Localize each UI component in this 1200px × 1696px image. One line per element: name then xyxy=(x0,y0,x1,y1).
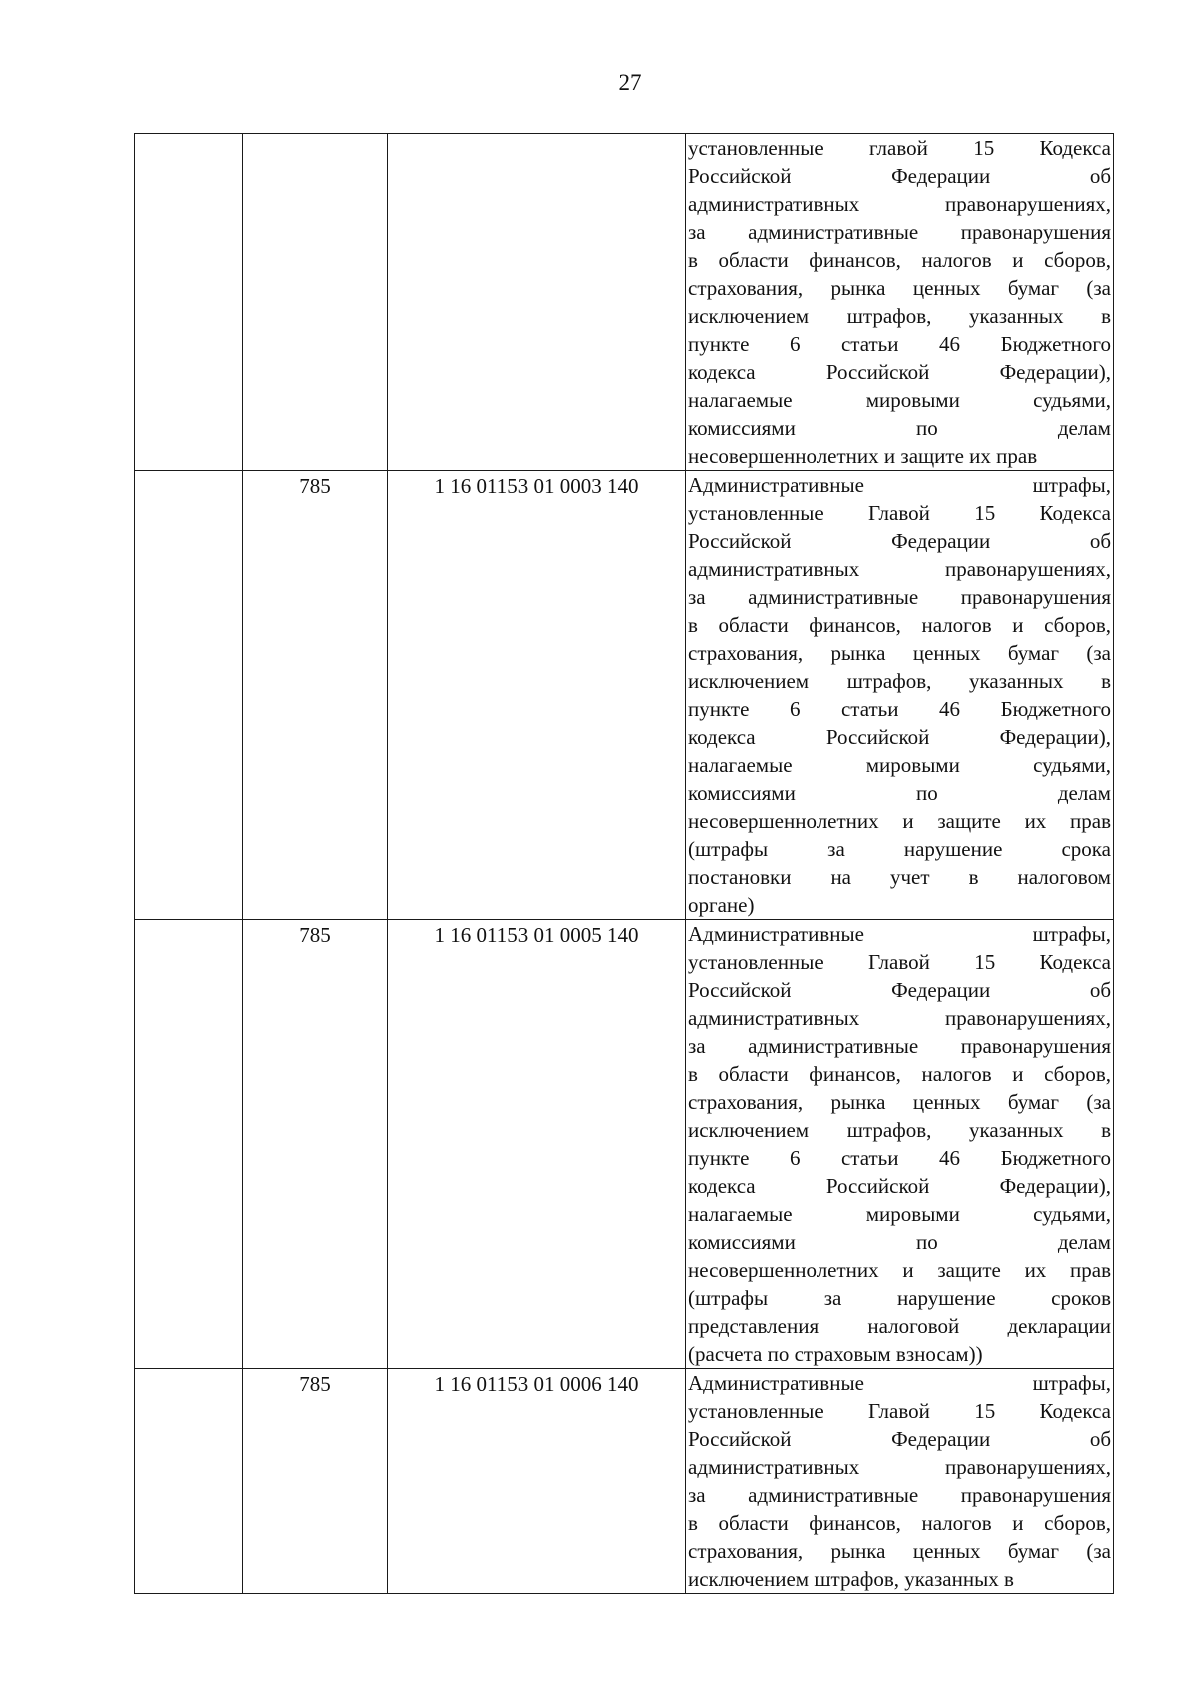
description-line: Административные штрафы, xyxy=(688,473,1111,497)
table-body xyxy=(135,134,1114,1594)
description-line: Российской Федерации об xyxy=(688,978,1111,1002)
table-row xyxy=(135,134,1114,471)
description-cell xyxy=(686,471,1114,920)
admin-code-cell xyxy=(243,134,388,471)
description-line: за административные правонарушения xyxy=(688,1483,1111,1507)
description-line: страхования, рынка ценных бумаг (за xyxy=(688,641,1111,665)
description-line: в области финансов, налогов и сборов, xyxy=(688,248,1111,272)
admin-code-cell: 785 xyxy=(243,1369,388,1594)
description-line: Административные штрафы, xyxy=(688,1371,1111,1395)
description-line: пункте 6 статьи 46 Бюджетного xyxy=(688,1146,1111,1170)
description-line: представления налоговой декларации xyxy=(688,1314,1111,1338)
empty-cell xyxy=(135,134,243,471)
description-cell xyxy=(686,920,1114,1369)
empty-cell xyxy=(135,471,243,920)
description-line: в области финансов, налогов и сборов, xyxy=(688,1062,1111,1086)
description-line: установленные главой 15 Кодекса xyxy=(688,136,1111,160)
description-line: пункте 6 статьи 46 Бюджетного xyxy=(688,697,1111,721)
budget-codes-table xyxy=(134,133,1114,1594)
description-line: кодекса Российской Федерации), xyxy=(688,725,1111,749)
description-line: органе) xyxy=(688,893,755,917)
description-cell xyxy=(686,134,1114,471)
description-line: установленные Главой 15 Кодекса xyxy=(688,950,1111,974)
description-line: комиссиями по делам xyxy=(688,1230,1111,1254)
description-line: кодекса Российской Федерации), xyxy=(688,1174,1111,1198)
description-line: страхования, рынка ценных бумаг (за xyxy=(688,276,1111,300)
description-line: (штрафы за нарушение сроков xyxy=(688,1286,1111,1310)
description-line: несовершеннолетних и защите их прав xyxy=(688,1258,1111,1282)
description-line: исключением штрафов, указанных в xyxy=(688,1567,1014,1591)
description-line: Административные штрафы, xyxy=(688,922,1111,946)
description-line: административных правонарушениях, xyxy=(688,192,1111,216)
description-line: Российской Федерации об xyxy=(688,529,1111,553)
description-line: Российской Федерации об xyxy=(688,1427,1111,1451)
empty-cell xyxy=(135,1369,243,1594)
description-line: административных правонарушениях, xyxy=(688,557,1111,581)
admin-code-cell: 785 xyxy=(243,920,388,1369)
description-line: административных правонарушениях, xyxy=(688,1006,1111,1030)
page-number: 27 xyxy=(618,70,642,95)
description-line: кодекса Российской Федерации), xyxy=(688,360,1111,384)
description-line: налагаемые мировыми судьями, xyxy=(688,753,1111,777)
description-line: в области финансов, налогов и сборов, xyxy=(688,1511,1111,1535)
table-row xyxy=(135,920,1114,1369)
description-line: Российской Федерации об xyxy=(688,164,1111,188)
budget-code-cell xyxy=(388,134,686,471)
description-line: за административные правонарушения xyxy=(688,1034,1111,1058)
description-line: за административные правонарушения xyxy=(688,220,1111,244)
description-line: пункте 6 статьи 46 Бюджетного xyxy=(688,332,1111,356)
description-line: за административные правонарушения xyxy=(688,585,1111,609)
admin-code-cell: 785 xyxy=(243,471,388,920)
description-line: исключением штрафов, указанных в xyxy=(688,669,1111,693)
description-cell xyxy=(686,1369,1114,1594)
description-line: налагаемые мировыми судьями, xyxy=(688,388,1111,412)
description-line: в области финансов, налогов и сборов, xyxy=(688,613,1111,637)
budget-code-cell: 1 16 01153 01 0003 140 xyxy=(388,471,686,920)
description-line: несовершеннолетних и защите их прав xyxy=(688,444,1038,468)
description-line: установленные Главой 15 Кодекса xyxy=(688,501,1111,525)
description-line: страхования, рынка ценных бумаг (за xyxy=(688,1090,1111,1114)
description-line: несовершеннолетних и защите их прав xyxy=(688,809,1111,833)
description-line: административных правонарушениях, xyxy=(688,1455,1111,1479)
description-line: страхования, рынка ценных бумаг (за xyxy=(688,1539,1111,1563)
description-line: исключением штрафов, указанных в xyxy=(688,304,1111,328)
description-line: исключением штрафов, указанных в xyxy=(688,1118,1111,1142)
description-line: комиссиями по делам xyxy=(688,781,1111,805)
description-line: налагаемые мировыми судьями, xyxy=(688,1202,1111,1226)
description-line: комиссиями по делам xyxy=(688,416,1111,440)
table-row xyxy=(135,1369,1114,1594)
table-row xyxy=(135,471,1114,920)
description-line: (штрафы за нарушение срока xyxy=(688,837,1111,861)
budget-code-cell: 1 16 01153 01 0005 140 xyxy=(388,920,686,1369)
budget-code-cell: 1 16 01153 01 0006 140 xyxy=(388,1369,686,1594)
description-line: (расчета по страховым взносам)) xyxy=(688,1342,983,1366)
empty-cell xyxy=(135,920,243,1369)
description-line: постановки на учет в налоговом xyxy=(688,865,1111,889)
description-line: установленные Главой 15 Кодекса xyxy=(688,1399,1111,1423)
